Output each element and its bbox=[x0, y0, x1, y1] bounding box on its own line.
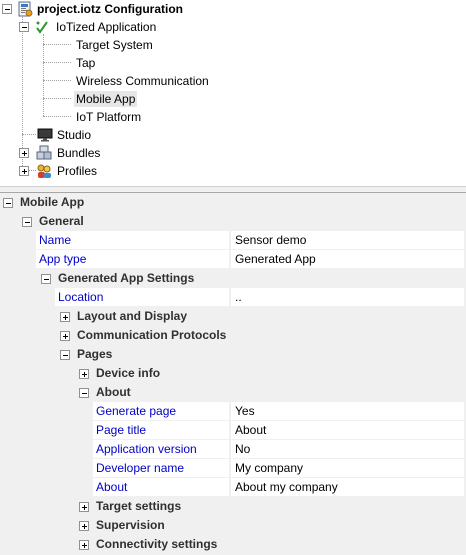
tree-line bbox=[43, 116, 71, 117]
property-page-title[interactable] bbox=[0, 421, 466, 440]
expand-toggle[interactable] bbox=[60, 331, 70, 341]
category-label: Connectivity settings bbox=[96, 537, 218, 551]
expand-toggle[interactable] bbox=[79, 369, 89, 379]
category-pages[interactable] bbox=[0, 345, 466, 364]
tree-item-tap[interactable] bbox=[74, 54, 97, 72]
property-value[interactable]: Generated App bbox=[231, 250, 464, 268]
bundles-expand-toggle[interactable] bbox=[19, 148, 29, 158]
property-developer-name[interactable] bbox=[0, 459, 466, 478]
tree-item-label: Studio bbox=[57, 128, 92, 142]
tree-item-label: Target System bbox=[76, 38, 153, 52]
property-label: Application version bbox=[93, 440, 229, 458]
category-label: General bbox=[39, 214, 84, 228]
property-generate-page[interactable] bbox=[0, 402, 466, 421]
tree-line bbox=[43, 98, 71, 99]
tree-root[interactable] bbox=[35, 0, 185, 18]
collapse-toggle[interactable] bbox=[41, 274, 51, 284]
property-label: About bbox=[93, 478, 229, 496]
category-label: Pages bbox=[77, 347, 113, 361]
tree-item-wireless-communication[interactable] bbox=[74, 72, 211, 90]
property-grid bbox=[0, 193, 466, 555]
category-generated-app-settings[interactable] bbox=[0, 269, 466, 288]
property-label: Page title bbox=[93, 421, 229, 439]
panel-splitter[interactable] bbox=[0, 186, 466, 193]
tree-line bbox=[43, 80, 71, 81]
property-value[interactable]: No bbox=[231, 440, 464, 458]
expand-toggle[interactable] bbox=[79, 502, 89, 512]
tree-line bbox=[43, 62, 71, 63]
tree-item-iotized-application[interactable] bbox=[54, 18, 158, 36]
property-label: Developer name bbox=[93, 459, 229, 477]
category-label: About bbox=[96, 385, 131, 399]
category-mobile-app[interactable] bbox=[0, 193, 466, 212]
profiles-icon bbox=[36, 163, 52, 179]
category-label: Device info bbox=[96, 366, 161, 380]
property-application-version[interactable] bbox=[0, 440, 466, 459]
category-label: Layout and Display bbox=[77, 309, 188, 323]
configuration-tree bbox=[0, 0, 466, 186]
tree-line bbox=[43, 44, 71, 45]
property-value[interactable]: .. bbox=[231, 288, 464, 306]
iotized-app-icon bbox=[34, 19, 50, 35]
profiles-expand-toggle[interactable] bbox=[19, 166, 29, 176]
property-location[interactable] bbox=[0, 288, 466, 307]
category-label: Supervision bbox=[96, 518, 165, 532]
category-communication-protocols[interactable] bbox=[0, 326, 466, 345]
category-connectivity-settings[interactable] bbox=[0, 535, 466, 554]
tree-item-studio[interactable] bbox=[55, 126, 93, 144]
tree-line bbox=[43, 34, 44, 116]
expand-toggle[interactable] bbox=[79, 521, 89, 531]
category-device-info[interactable] bbox=[0, 364, 466, 383]
tree-line bbox=[22, 134, 36, 135]
property-value[interactable]: Sensor demo bbox=[231, 231, 464, 249]
tree-root-label: project.iotz Configuration bbox=[37, 2, 183, 16]
expand-toggle[interactable] bbox=[60, 312, 70, 322]
collapse-toggle[interactable] bbox=[22, 217, 32, 227]
tree-item-label: Mobile App bbox=[76, 92, 136, 106]
property-about[interactable] bbox=[0, 478, 466, 497]
tree-item-target-system[interactable] bbox=[74, 36, 155, 54]
collapse-toggle[interactable] bbox=[60, 350, 70, 360]
expand-toggle[interactable] bbox=[79, 540, 89, 550]
category-supervision[interactable] bbox=[0, 516, 466, 535]
tree-item-label: Tap bbox=[76, 56, 96, 70]
property-value[interactable]: My company bbox=[231, 459, 464, 477]
category-label: Target settings bbox=[96, 499, 182, 513]
tree-item-iot-platform[interactable] bbox=[74, 108, 143, 126]
tree-item-label: IoTized Application bbox=[56, 20, 157, 34]
tree-item-label: Profiles bbox=[57, 164, 98, 178]
collapse-toggle[interactable] bbox=[79, 388, 89, 398]
category-layout-and-display[interactable] bbox=[0, 307, 466, 326]
category-general[interactable] bbox=[0, 212, 466, 231]
bundles-icon bbox=[36, 145, 52, 161]
config-file-icon bbox=[17, 1, 33, 17]
collapse-toggle[interactable] bbox=[3, 198, 13, 208]
tree-item-profiles[interactable] bbox=[55, 162, 99, 180]
property-label: Generate page bbox=[93, 402, 229, 420]
root-collapse-toggle[interactable] bbox=[2, 4, 12, 14]
property-label: App type bbox=[36, 250, 229, 268]
property-name[interactable] bbox=[0, 231, 466, 250]
category-label: Communication Protocols bbox=[77, 328, 227, 342]
tree-item-mobile-app[interactable] bbox=[74, 90, 137, 108]
app-collapse-toggle[interactable] bbox=[19, 22, 29, 32]
tree-item-bundles[interactable] bbox=[55, 144, 102, 162]
category-label: Mobile App bbox=[20, 195, 85, 209]
tree-item-label: IoT Platform bbox=[76, 110, 142, 124]
tree-item-label: Bundles bbox=[57, 146, 101, 160]
tree-item-label: Wireless Communication bbox=[76, 74, 209, 88]
property-value[interactable]: About bbox=[231, 421, 464, 439]
category-about[interactable] bbox=[0, 383, 466, 402]
monitor-icon bbox=[37, 127, 53, 143]
property-label: Name bbox=[36, 231, 229, 249]
property-label: Location bbox=[55, 288, 229, 306]
property-value[interactable]: Yes bbox=[231, 402, 464, 420]
property-value[interactable]: About my company bbox=[231, 478, 464, 496]
property-app-type[interactable] bbox=[0, 250, 466, 269]
category-target-settings[interactable] bbox=[0, 497, 466, 516]
category-label: Generated App Settings bbox=[58, 271, 195, 285]
